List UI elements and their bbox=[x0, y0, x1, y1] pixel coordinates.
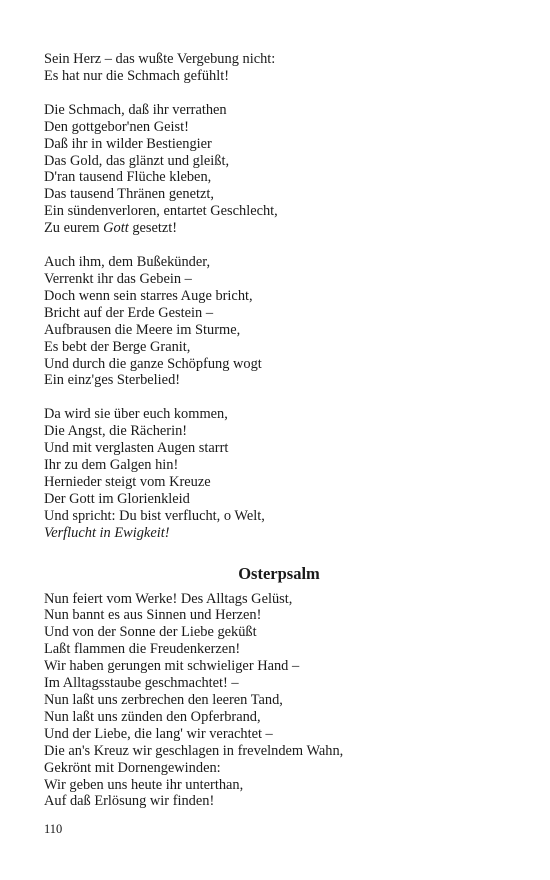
stanza-2 bbox=[44, 102, 514, 237]
verse-line: Es hat nur die Schmach gefühlt! bbox=[44, 67, 230, 84]
verse-line-italic: Verflucht in Ewigkeit! bbox=[44, 524, 170, 541]
verse-line: Ein sündenverloren, entartet Geschlecht, bbox=[44, 203, 278, 220]
verse-line: Und der Liebe, die lang' wir verachtet – bbox=[44, 725, 273, 742]
verse-line: Die an's Kreuz wir geschlagen in frevelndem Wahn, bbox=[44, 742, 344, 759]
verse-line: Es bebt der Berge Granit, bbox=[44, 338, 191, 355]
verse-line: Und von der Sonne der Liebe geküßt bbox=[44, 624, 257, 641]
verse-line: Laßt flammen die Freudenkerzen! bbox=[44, 641, 241, 658]
page-body bbox=[44, 51, 514, 810]
verse-line: Die Angst, die Rächerin! bbox=[44, 423, 188, 440]
verse-line: Das tausend Thränen genetzt, bbox=[44, 186, 214, 203]
verse-line: Das Gold, das glänzt und gleißt, bbox=[44, 152, 230, 169]
verse-line: Und spricht: Du bist verflucht, o Welt, bbox=[44, 507, 265, 524]
verse-line: Nun feiert vom Werke! Des Alltags Gelüst, bbox=[44, 590, 293, 607]
verse-line: Bricht auf der Erde Gestein – bbox=[44, 304, 214, 321]
verse-line: Nun bannt es aus Sinnen und Herzen! bbox=[44, 607, 262, 624]
verse-line: Daß ihr in wilder Bestiengier bbox=[44, 135, 212, 152]
verse-line: Gekrönt mit Dornengewinden: bbox=[44, 759, 221, 776]
verse-line bbox=[44, 220, 514, 237]
stanza-1 bbox=[44, 51, 514, 85]
verse-line: Der Gott im Glorienkleid bbox=[44, 490, 190, 507]
verse-line: Nun laßt uns zünden den Opferbrand, bbox=[44, 708, 261, 725]
verse-line: Hernieder steigt vom Kreuze bbox=[44, 473, 211, 490]
verse-fragment-italic: Gott bbox=[103, 220, 129, 237]
verse-fragment: Zu eurem bbox=[44, 220, 104, 237]
verse-fragment: gesetzt! bbox=[128, 220, 178, 237]
verse-line: Die Schmach, daß ihr verrathen bbox=[44, 101, 227, 118]
stanza-osterpsalm bbox=[44, 591, 514, 811]
page-number: 110 bbox=[44, 822, 63, 836]
verse-line: Nun laßt uns zerbrechen den leeren Tand, bbox=[44, 692, 283, 708]
verse-line: Doch wenn sein starres Auge bricht, bbox=[44, 287, 253, 304]
verse-line: Ihr zu dem Galgen hin! bbox=[44, 457, 179, 474]
verse-line: Sein Herz – das wußte Vergebung nicht: bbox=[44, 51, 276, 67]
verse-line: Aufbrausen die Meere im Sturme, bbox=[44, 321, 241, 338]
verse-line: Auf daß Erlösung wir finden! bbox=[44, 793, 215, 810]
poem-title: Osterpsalm bbox=[238, 563, 320, 583]
verse-line: Ein einz'ges Sterbelied! bbox=[44, 372, 181, 389]
verse-line: Und durch die ganze Schöpfung wogt bbox=[44, 355, 262, 372]
verse-line: Da wird sie über euch kommen, bbox=[44, 406, 228, 423]
verse-line: Wir haben gerungen mit schwieliger Hand – bbox=[44, 658, 300, 675]
verse-line: D'ran tausend Flüche kleben, bbox=[44, 169, 212, 186]
verse-line: Den gottgebor'nen Geist! bbox=[44, 118, 189, 135]
verse-line: Im Alltagsstaube geschmachtet! – bbox=[44, 675, 239, 692]
stanza-4 bbox=[44, 406, 514, 541]
verse-line: Auch ihm, dem Bußekünder, bbox=[44, 254, 211, 271]
stanza-3 bbox=[44, 254, 514, 389]
verse-line: Verrenkt ihr das Gebein – bbox=[44, 270, 192, 287]
verse-line: Und mit verglasten Augen starrt bbox=[44, 440, 229, 457]
verse-line: Wir geben uns heute ihr unterthan, bbox=[44, 776, 244, 793]
